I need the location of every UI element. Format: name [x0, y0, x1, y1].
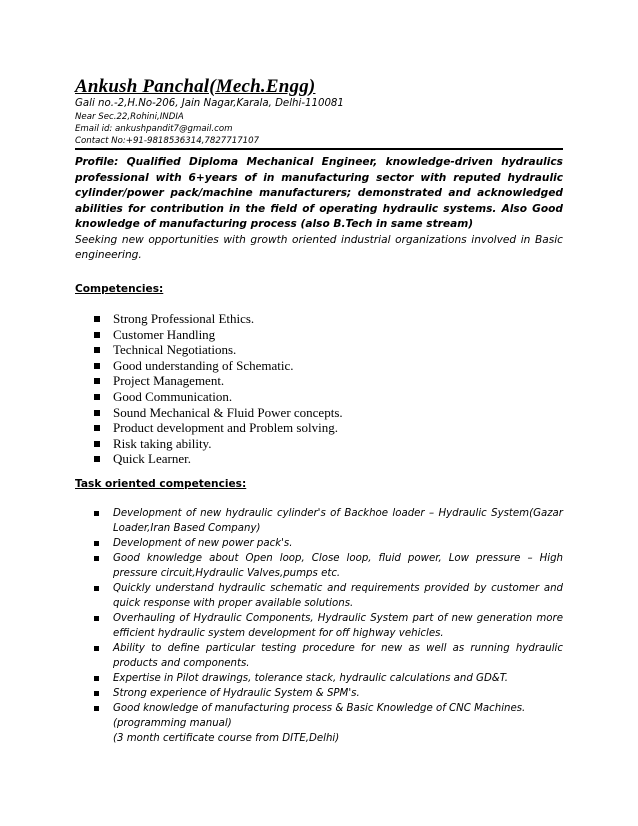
address-line-2: Near Sec.22,Rohini,INDIA — [75, 112, 184, 122]
competency-text: Good understanding of Schematic. — [113, 357, 294, 373]
competency-text: Good Communication. — [113, 388, 233, 404]
list-item — [75, 389, 555, 405]
list-item — [75, 536, 563, 551]
competency-text: Quick Learner. — [113, 451, 191, 467]
list-item — [75, 342, 555, 358]
task-text: Quickly understand hydraulic schematic and requirements provided by customer and quick response with proper available solutions. — [113, 583, 563, 609]
list-item — [75, 581, 563, 611]
square-bullet-icon — [94, 441, 100, 447]
square-bullet-icon — [94, 556, 99, 561]
task-subnote: (3 month certificate course from DITE,Delhi) — [113, 733, 340, 744]
square-bullet-icon — [94, 425, 100, 431]
square-bullet-icon — [94, 332, 100, 338]
list-item — [75, 671, 563, 686]
square-bullet-icon — [94, 456, 100, 462]
email-line: Email id: ankushpandit7@gmail.com — [75, 124, 233, 134]
task-text: Strong experience of Hydraulic System & SPM's. — [113, 688, 360, 699]
square-bullet-icon — [94, 347, 100, 353]
seeking-statement: Seeking new opportunities with growth oriented industrial organizations involved in Basic engineering. — [75, 234, 563, 261]
task-text: Overhauling of Hydraulic Components, Hydraulic System part of new generation more efficient hydraulic system development for off highway vehicles. — [113, 613, 563, 639]
list-item — [75, 641, 563, 671]
square-bullet-icon — [94, 511, 99, 516]
task-text: Development of new power pack's. — [113, 538, 293, 549]
list-item — [75, 506, 563, 536]
task-competencies-heading: Task oriented competencies: — [75, 478, 247, 490]
square-bullet-icon — [94, 691, 99, 696]
competency-text: Customer Handling — [113, 326, 216, 342]
task-text: Ability to define particular testing procedure for new as well as running hydraulic products and components. — [113, 643, 563, 669]
list-item — [75, 405, 555, 421]
square-bullet-icon — [94, 616, 99, 621]
square-bullet-icon — [94, 410, 100, 416]
candidate-name: Ankush Panchal(Mech.Engg) — [75, 76, 316, 97]
square-bullet-icon — [94, 394, 100, 400]
contact-line: Contact No:+91-9818536314,7827717107 — [75, 136, 260, 146]
competency-text: Risk taking ability. — [113, 435, 212, 451]
task-competencies-list — [75, 506, 563, 746]
task-text: Expertise in Pilot drawings, tolerance stack, hydraulic calculations and GD&T. — [113, 673, 508, 684]
list-item — [75, 373, 555, 389]
address-line-1: Gali no.-2,H.No-206, Jain Nagar,Karala, Delhi-110081 — [75, 98, 344, 109]
competencies-list — [75, 311, 555, 467]
competency-text: Product development and Problem solving. — [113, 420, 338, 436]
profile-summary: Profile: Qualified Diploma Mechanical Engineer, knowledge-driven hydraulics professional with 6+years of in manufacturing sector with reputed hydraulic cylinder/power pack/machine manufacturers; demonstrated and acknowledged abilities for contribution in the field of operating hydraulic systems. Also Good knowledge of manufacturing process (also B.Tech in same stream) — [75, 156, 563, 230]
competency-text: Project Management. — [113, 373, 225, 389]
square-bullet-icon — [94, 541, 99, 546]
competency-text: Strong Professional Ethics. — [113, 311, 255, 326]
list-item — [75, 686, 563, 701]
list-item — [75, 451, 555, 467]
competency-text: Technical Negotiations. — [113, 342, 237, 358]
square-bullet-icon — [94, 676, 99, 681]
list-item — [75, 311, 555, 327]
header-divider — [75, 148, 563, 150]
task-text: Good knowledge about Open loop, Close loop, fluid power, Low pressure – High pressure circuit,Hydraulic Valves,pumps etc. — [113, 553, 563, 579]
square-bullet-icon — [94, 378, 100, 384]
task-text: Development of new hydraulic cylinder's of Backhoe loader – Hydraulic System(Gazar Loader,Iran Based Company) — [113, 508, 563, 534]
list-item — [75, 701, 563, 746]
list-item — [75, 436, 555, 452]
list-item — [75, 551, 563, 581]
list-item — [75, 611, 563, 641]
square-bullet-icon — [94, 646, 99, 651]
task-text: Good knowledge of manufacturing process & Basic Knowledge of CNC Machines. — [113, 703, 526, 714]
list-item — [75, 327, 555, 343]
list-item — [75, 420, 555, 436]
list-item — [75, 358, 555, 374]
competencies-heading: Competencies: — [75, 283, 164, 295]
square-bullet-icon — [94, 363, 100, 369]
task-subnote: (programming manual) — [113, 718, 232, 729]
square-bullet-icon — [94, 706, 99, 711]
competency-text: Sound Mechanical & Fluid Power concepts. — [113, 404, 343, 420]
square-bullet-icon — [94, 316, 100, 322]
square-bullet-icon — [94, 586, 99, 591]
